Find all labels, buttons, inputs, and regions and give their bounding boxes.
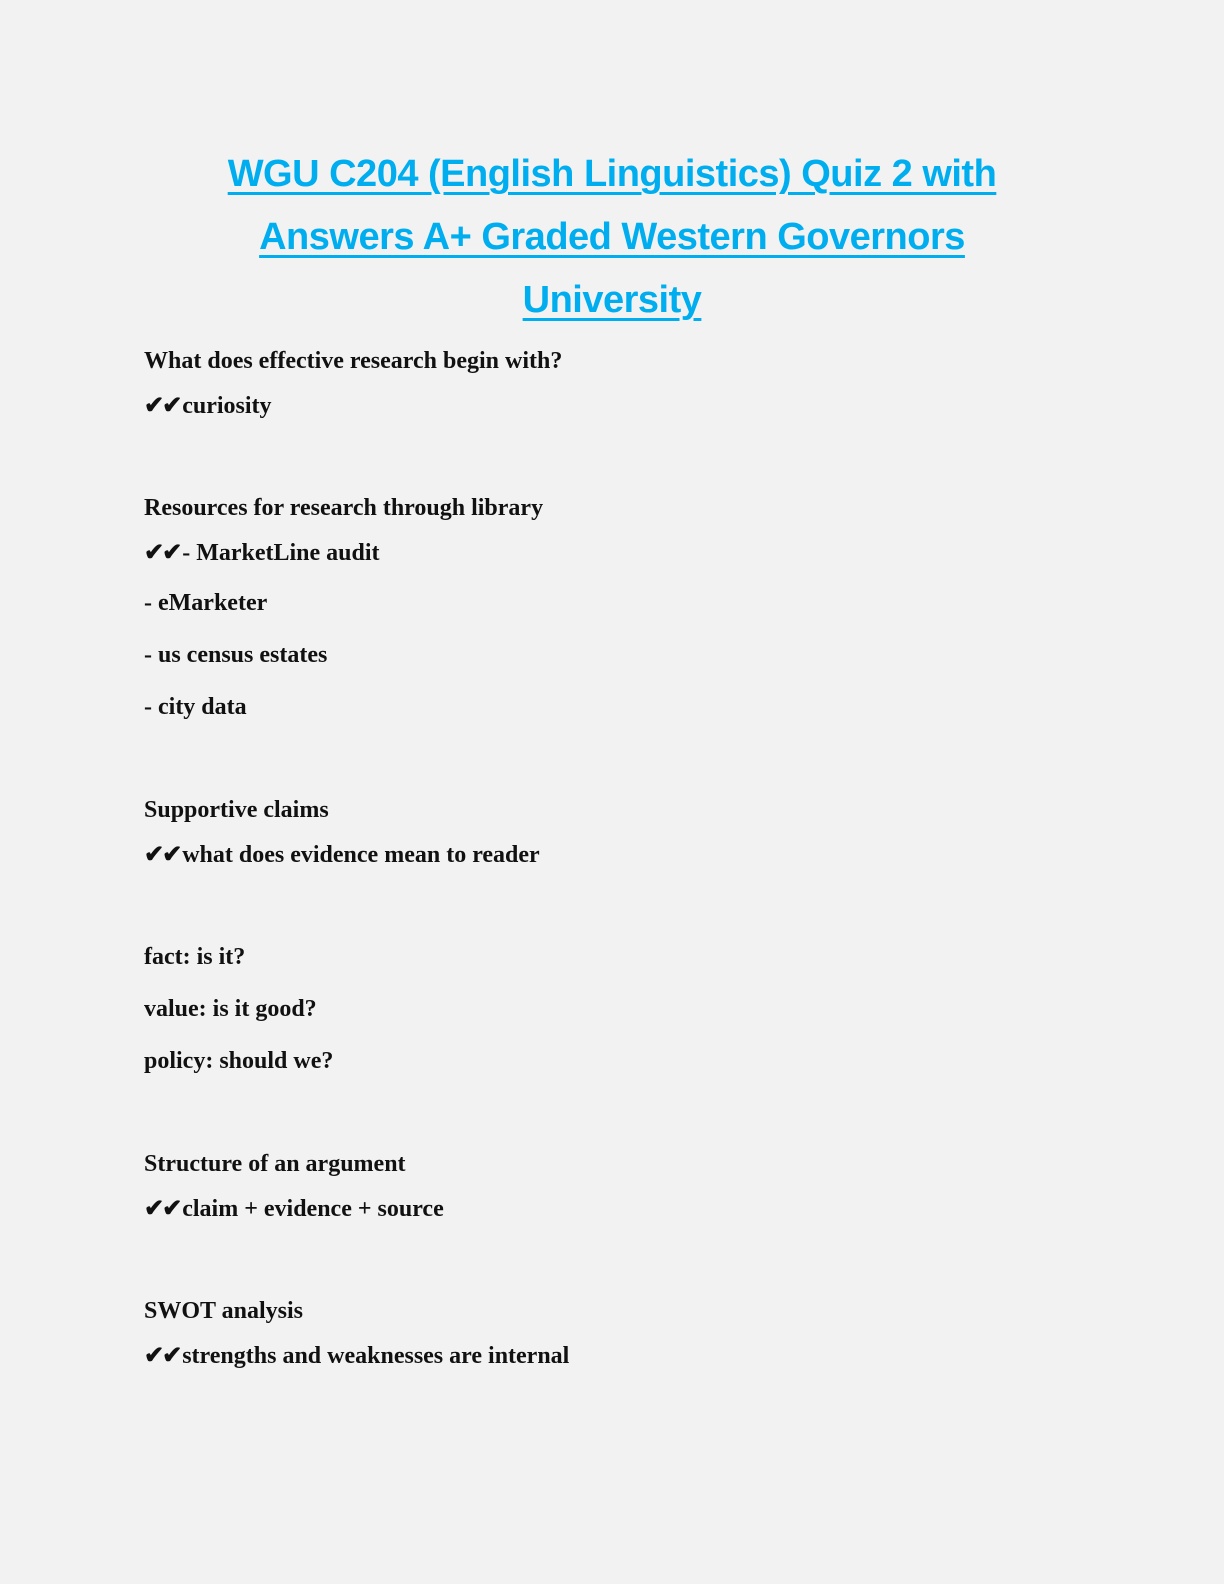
answer-item: - us census estates	[144, 642, 328, 668]
double-check-icon: ✔✔	[144, 393, 181, 419]
note-line: policy: should we?	[144, 1048, 334, 1074]
answer: ✔✔what does evidence mean to reader	[144, 842, 540, 868]
question: Structure of an argument	[144, 1151, 406, 1177]
title-line: Answers A+ Graded Western Governors	[259, 216, 965, 258]
note-line: value: is it good?	[144, 996, 317, 1022]
title-line: University	[522, 279, 702, 321]
answer-item: - city data	[144, 694, 247, 720]
document-title	[0, 143, 1224, 332]
double-check-icon: ✔✔	[144, 1196, 181, 1222]
double-check-icon: ✔✔	[144, 1343, 181, 1369]
question: SWOT analysis	[144, 1298, 303, 1324]
answer: ✔✔curiosity	[144, 393, 272, 419]
double-check-icon: ✔✔	[144, 540, 181, 566]
answer: ✔✔- MarketLine audit	[144, 540, 380, 566]
double-check-icon: ✔✔	[144, 842, 181, 868]
title-line: WGU C204 (English Linguistics) Quiz 2 with	[227, 153, 997, 195]
question: Resources for research through library	[144, 495, 544, 521]
answer-item: - eMarketer	[144, 590, 268, 616]
note-line: fact: is it?	[144, 944, 246, 970]
question: What does effective research begin with?	[144, 348, 563, 374]
answer: ✔✔strengths and weaknesses are internal	[144, 1343, 570, 1369]
question: Supportive claims	[144, 797, 329, 823]
answer: ✔✔claim + evidence + source	[144, 1196, 444, 1222]
